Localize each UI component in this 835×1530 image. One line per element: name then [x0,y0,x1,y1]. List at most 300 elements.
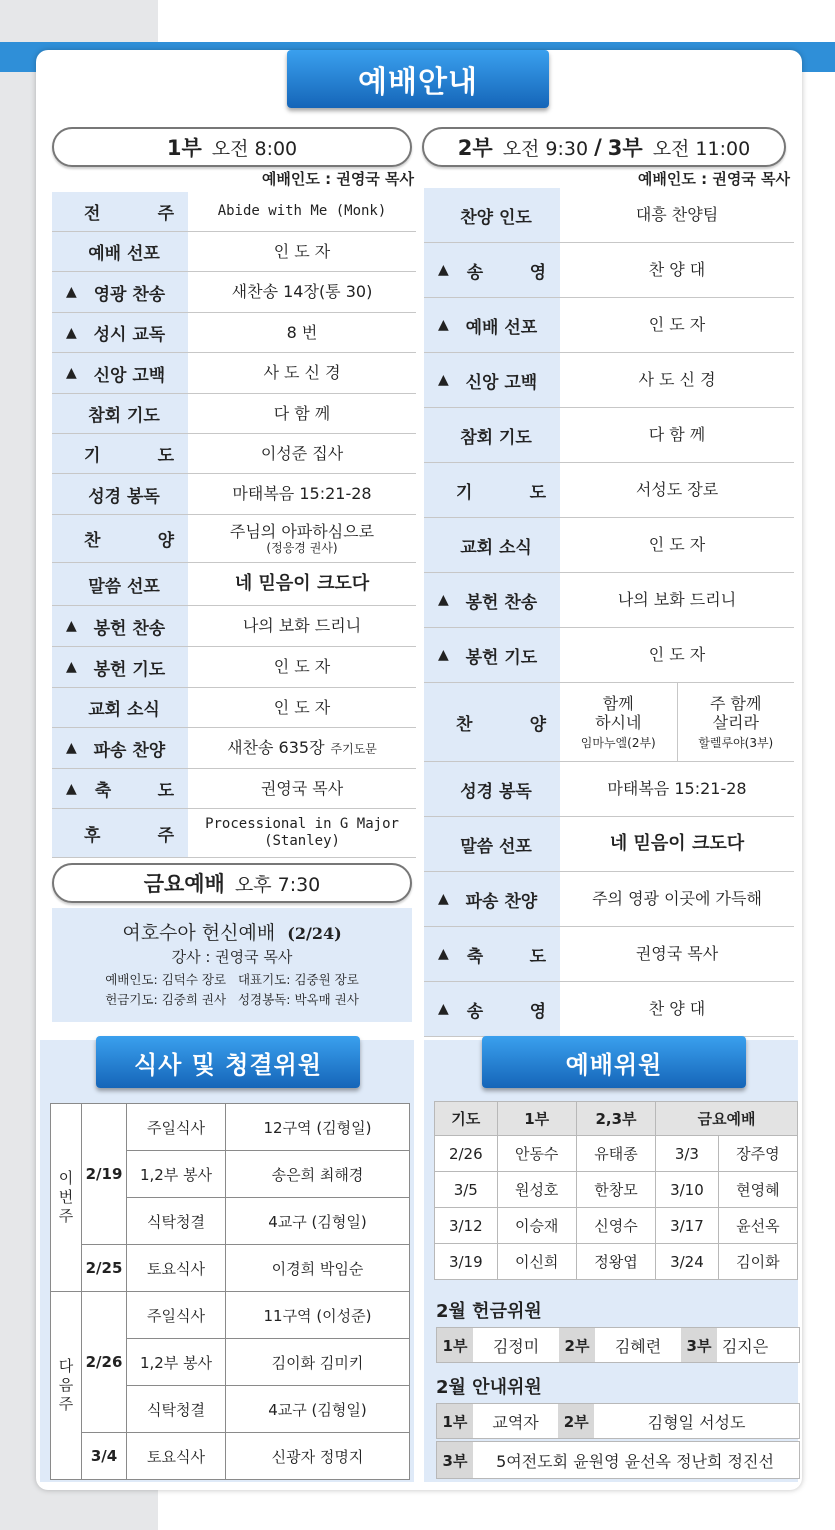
meal-assignee: 송은희 최해경 [226,1151,410,1198]
order-label [52,272,188,312]
meal-assignee: 이경희 박임순 [226,1245,410,1292]
order-row [424,762,794,817]
committee-part: 2부 [558,1404,594,1438]
order-value-main: 사 도 신 경 [638,370,716,390]
meal-duty: 주일식사 [127,1292,226,1339]
order-label [424,927,560,981]
order-value-main: 대흥 찬양팀 [635,205,719,225]
service1-leader: 예배인도 : 권영국 목사 [261,170,414,188]
stand-marker-icon: ▲ [66,365,77,381]
worship-cell: 3/10 [656,1172,719,1208]
friday-line1: 예배인도: 김덕수 장로 대표기도: 김중원 장로 [105,972,359,987]
committee-part: 3부 [437,1442,473,1478]
order-row [424,243,794,298]
worship-cell: 신영수 [576,1208,655,1244]
order-label [52,809,188,857]
worship-header: 1부 [497,1102,576,1136]
order-label-text [453,942,550,967]
stand-marker-icon: ▲ [66,780,77,797]
label-char: 기 [84,446,101,466]
worship-cell: 2/26 [435,1136,498,1172]
order-row [424,573,794,628]
order-label-text: 봉헌 찬송 [465,592,538,613]
order-value [560,872,794,926]
order-label [52,192,188,231]
week-label-text: 다음주 [58,1357,74,1413]
worship-cell: 장주영 [718,1136,797,1172]
order-value-main: 새찬송 14장(통 30) [231,282,373,302]
label-char: 주 [157,825,174,846]
worship-cell: 한창모 [576,1172,655,1208]
order-value [188,192,416,231]
label-char: 축 [466,946,484,967]
worship-row [435,1244,798,1280]
order-label-text: 예배 선포 [465,317,538,338]
order-row [52,272,416,313]
order-value-main: 권영국 목사 [260,778,344,798]
order-row [424,628,794,683]
order-row [52,232,416,272]
order-value-main: 권영국 목사 [635,944,719,964]
order-label-text [70,199,178,224]
friday-line2: 헌금기도: 김중희 권사 성경봉독: 박옥매 권사 [105,992,359,1007]
order-label-text [70,441,178,466]
praise-line2: 하시네 [595,712,642,732]
order-row [424,927,794,982]
stand-marker-icon: ▲ [66,659,77,675]
order-value [188,515,416,562]
order-row [424,463,794,518]
committee-part: 3부 [681,1328,717,1362]
label-char: 도 [529,946,546,967]
committee-part: 1부 [437,1404,473,1438]
order-value-main: 인 도 자 [273,697,331,717]
meal-row [51,1433,410,1480]
order-value [560,762,794,816]
order-row [424,188,794,243]
stand-marker-icon: ▲ [438,891,449,907]
order-value [560,408,794,462]
meal-title-banner [96,1036,360,1088]
order-label [424,573,560,627]
friday-date: (2/24) [287,924,342,943]
order-value-main: 마태복음 15:21-28 [232,484,372,504]
meal-duty: 1,2부 봉사 [127,1151,226,1198]
order-value [188,606,416,646]
order-row-praise [424,683,794,762]
meal-duty: 토요식사 [127,1245,226,1292]
order-label-text: 영광 찬송 [93,284,166,305]
friday-time: 오후 7:30 [234,873,321,896]
worship-cell: 3/12 [435,1208,498,1244]
order-value-main: Abide with Me (Monk) [217,203,387,220]
order-label-text [70,821,178,846]
order-label-text: 찬양 인도 [460,207,532,228]
label-char: 도 [157,781,174,801]
order-label-text [453,997,550,1022]
meal-assignee: 4교구 (김형일) [226,1198,410,1245]
order-value-sub: (Stanley) [264,833,340,849]
service1-header [52,127,412,167]
label-char: 후 [84,825,101,846]
order-row [52,192,416,232]
order-value-main: 인 도 자 [648,315,706,335]
worship-cell: 3/19 [435,1244,498,1280]
page-title: 예배안내 [358,65,478,100]
meal-table [50,1103,410,1480]
page-title-banner [287,50,549,108]
order-label [424,188,560,242]
order-value-main: 사 도 신 경 [263,363,341,383]
stand-marker-icon: ▲ [438,592,449,608]
label-char: 축 [94,781,112,801]
praise-line1: 주 함께 [710,693,762,713]
order-row [52,515,416,563]
order-label [424,762,560,816]
service3-time: 오전 11:00 [652,137,751,160]
order-label [52,434,188,473]
order-value [188,434,416,473]
label-char: 전 [84,204,101,224]
meal-title: 식사 및 청결위원 [134,1050,322,1079]
stand-marker-icon: ▲ [438,317,449,333]
order-label [424,243,560,297]
meal-row [51,1292,410,1339]
order-value-main: 네 믿음이 크도다 [234,573,370,595]
order-value [188,809,416,857]
worship-cell: 3/3 [656,1136,719,1172]
worship-cell: 현영혜 [718,1172,797,1208]
order-value [188,563,416,605]
order-value-main: 마태복음 15:21-28 [607,779,747,799]
order-row [52,394,416,434]
worship-cell: 3/24 [656,1244,719,1280]
friday-panel [52,908,412,1022]
label-char: 도 [157,446,174,466]
worship-cell: 이신희 [497,1244,576,1280]
order-label [52,688,188,727]
meal-assignee: 신광자 정명지 [226,1433,410,1480]
order-label-text: 참회 기도 [460,427,532,448]
order-value-main: 네 믿음이 크도다 [609,833,745,855]
stand-marker-icon: ▲ [66,284,77,300]
order-label [424,683,560,761]
order-value [560,463,794,517]
usher-title: 2월 안내위원 [436,1377,542,1398]
order-row [424,982,794,1037]
order-row [52,606,416,647]
order-label [52,728,188,768]
order-label-text: 봉헌 찬송 [93,618,166,639]
service2-time: 오전 9:30 [502,137,589,160]
meal-date: 3/4 [82,1433,127,1480]
worship-row [435,1208,798,1244]
order-value [560,298,794,352]
worship-title: 예배위원 [565,1050,663,1079]
order-label [52,474,188,514]
order-label-text: 말씀 선포 [460,836,532,857]
stand-marker-icon: ▲ [66,740,77,756]
order-row [52,728,416,769]
order-label [424,298,560,352]
order-label [52,394,188,433]
worship-row [435,1136,798,1172]
order-label [424,518,560,572]
order-value-main: Processional in G Major [205,816,399,833]
label-char: 영 [529,262,546,283]
praise-left [560,683,678,761]
stand-marker-icon: ▲ [438,372,449,388]
order-value-main: 인 도 자 [648,645,706,665]
order-label-text: 교회 소식 [460,537,532,558]
order-row [52,313,416,353]
offering-title: 2월 헌금위원 [436,1301,542,1322]
order-label-text: 파송 찬양 [465,891,538,912]
label-char: 기 [456,482,473,503]
worship-header: 기도 [435,1102,498,1136]
committee-part: 1부 [437,1328,473,1362]
meal-duty: 주일식사 [127,1104,226,1151]
praise-sub: 할렐루야(3부) [698,735,774,750]
order-label [52,313,188,352]
worship-cell: 윤선옥 [718,1208,797,1244]
label-char: 찬 [84,531,101,551]
order-label-text: 말씀 선포 [88,576,160,597]
order-value-main: 인 도 자 [273,657,331,677]
week-label [51,1104,82,1292]
meal-row [51,1245,410,1292]
order-value [188,394,416,433]
order-value [188,313,416,352]
service3-part: 3부 [607,136,643,160]
service1-time: 오전 8:00 [211,137,298,160]
service2-leader: 예배인도 : 권영국 목사 [637,170,790,188]
label-char: 도 [529,482,546,503]
label-char: 송 [466,262,484,283]
order-row [424,298,794,353]
order-label [424,628,560,682]
meal-assignee: 11구역 (이성준) [226,1292,410,1339]
order-row [52,647,416,688]
order-label-text: 참회 기도 [88,406,160,426]
order-value-sub: (정응경 권사) [266,540,338,555]
order-label [52,353,188,393]
order-label [52,647,188,687]
meal-row [51,1104,410,1151]
order-label [52,515,188,562]
meal-duty: 식탁청결 [127,1198,226,1245]
order-value-main: 다 함 께 [273,403,331,423]
stand-marker-icon: ▲ [438,647,449,663]
order-value [188,232,416,271]
committee-member: 김혜련 [614,1336,662,1356]
order-label [424,408,560,462]
service1-part: 1부 [166,136,202,160]
order-value [188,272,416,312]
meal-duty: 1,2부 봉사 [127,1339,226,1386]
worship-header: 2,3부 [576,1102,655,1136]
praise-line1: 함께 [602,693,634,713]
order-label [52,769,188,808]
order-label [424,463,560,517]
order-value [560,243,794,297]
order-value-main: 다 함 께 [648,425,706,445]
order-value-main: 주의 영광 이곳에 가득해 [592,889,762,909]
meal-date: 2/19 [82,1104,127,1245]
worship-cell: 3/5 [435,1172,498,1208]
service2-header [422,127,786,167]
friday-speaker: 강사 : 권영국 목사 [171,948,293,966]
order-label [52,606,188,646]
meal-date: 2/25 [82,1245,127,1292]
worship-row [435,1172,798,1208]
meal-assignee: 4교구 (김형일) [226,1386,410,1433]
worship-cell: 원성호 [497,1172,576,1208]
committee-member: 김정미 [492,1336,540,1356]
usher-row-1 [436,1403,800,1439]
committee-member: 교역자 [492,1412,539,1432]
worship-header: 금요예배 [656,1102,798,1136]
order-row [424,408,794,463]
order-label-text: 교회 소식 [88,700,160,720]
usher-row-2 [436,1441,800,1479]
order-row [424,817,794,872]
order-row [52,474,416,515]
order-label [52,563,188,605]
order-value-main: 나의 보화 드리니 [242,616,362,636]
order-label [424,817,560,871]
friday-event: 여호수아 헌신예배 [122,922,276,944]
order-value [188,769,416,808]
order-value [560,573,794,627]
order-label-text [81,776,178,801]
order-label-text: 성경 봉독 [88,486,160,507]
meal-duty: 식탁청결 [127,1386,226,1433]
order-value [188,474,416,514]
order-value [188,728,416,768]
stand-marker-icon: ▲ [438,1001,449,1017]
service-separator: / [594,135,602,159]
stand-marker-icon: ▲ [66,618,77,634]
week-label [51,1292,82,1480]
order-label-text: 예배 선포 [88,244,160,264]
order-label-text: 성경 봉독 [460,781,532,802]
order-label-text [442,710,550,735]
order-row [424,518,794,573]
order-row [52,434,416,474]
order-row [424,872,794,927]
committee-member: 김형일 서성도 [647,1412,746,1432]
praise-line2: 살리라 [712,712,759,732]
stand-marker-icon: ▲ [66,324,77,341]
praise-right [678,683,795,761]
order-value-line [227,738,377,757]
order-label [424,982,560,1036]
order-label-text: 봉헌 기도 [465,647,538,668]
worship-header-row [435,1102,798,1136]
order-value-main: 인 도 자 [648,535,706,555]
order-value-main: 이성준 집사 [260,443,344,463]
order-value [188,688,416,727]
stand-marker-icon: ▲ [438,946,449,962]
praise-sub: 임마누엘(2부) [580,735,656,750]
meal-duty: 토요식사 [127,1433,226,1480]
order-value-main: 주님의 아파하심으로 [229,521,375,541]
order-label-text: 신앙 고백 [465,372,538,393]
committee-member: 김지은 [721,1336,769,1356]
order-row [52,688,416,728]
order-value [560,188,794,242]
order-value [188,353,416,393]
label-char: 영 [529,1001,546,1022]
order-label-text: 봉헌 기도 [93,659,166,680]
order-value [560,982,794,1036]
offering-row [436,1327,800,1363]
worship-cell: 3/17 [656,1208,719,1244]
meal-date: 2/26 [82,1292,127,1433]
label-char: 주 [157,204,174,224]
worship-table [434,1101,798,1280]
order-value [560,353,794,407]
label-char: 양 [157,531,174,551]
order-value-main: 찬 양 대 [648,260,706,280]
label-char: 송 [466,1001,484,1022]
order-label-text: 파송 찬양 [93,740,166,761]
order-label-text [70,526,178,551]
order-label-text: 성시 교독 [93,325,166,345]
order-value-main: 인 도 자 [273,241,331,261]
meal-assignee: 12구역 (김형일) [226,1104,410,1151]
label-char: 찬 [456,714,473,735]
week-label-text: 이번주 [58,1169,74,1225]
order-label-text: 신앙 고백 [93,365,166,386]
order-value [560,817,794,871]
order-value-main: 새찬송 635장 [227,738,325,758]
order-label [52,232,188,271]
order-row [52,769,416,809]
order-label-text [453,258,550,283]
order-value-main: 나의 보화 드리니 [617,590,737,610]
order-label-text [442,478,550,503]
committee-member: 5여전도회 윤원영 윤선옥 정난희 정진선 [496,1451,774,1471]
order-value [188,647,416,687]
committee-part: 2부 [559,1328,595,1362]
order-label [424,872,560,926]
meal-assignee: 김이화 김미키 [226,1339,410,1386]
order-value [560,518,794,572]
order-value-main: 찬 양 대 [648,999,706,1019]
worship-cell: 김이화 [718,1244,797,1280]
order-label [424,353,560,407]
order-row [52,809,416,858]
order-row [424,353,794,408]
worship-title-banner [482,1036,746,1088]
worship-cell: 이승재 [497,1208,576,1244]
order-value-main: 8 번 [286,322,318,342]
order-row [52,563,416,606]
service2-order [424,188,794,1037]
service2-part: 2부 [457,136,493,160]
label-char: 양 [529,714,546,735]
stand-marker-icon: ▲ [438,262,449,278]
worship-cell: 정왕엽 [576,1244,655,1280]
service1-order [52,192,416,858]
friday-name: 금요예배 [143,872,225,896]
order-value-sub: 주기도문 [330,742,377,757]
order-value [560,628,794,682]
order-value-main: 서성도 장로 [635,480,719,500]
order-row [52,353,416,394]
